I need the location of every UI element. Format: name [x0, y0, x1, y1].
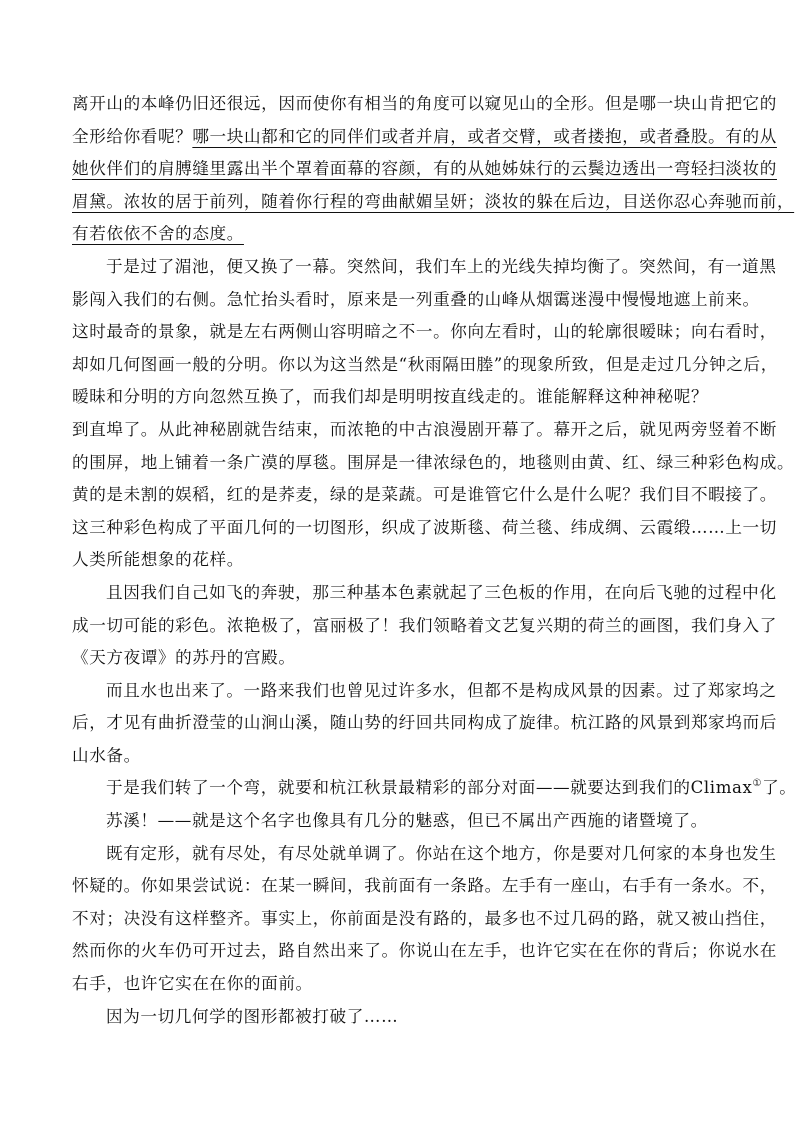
paragraph	[72, 582, 777, 668]
text-line	[72, 713, 777, 733]
text-line	[72, 582, 777, 602]
text-run: 全形给你看呢？	[72, 126, 193, 146]
text-run: 离开山的本峰仍旧还很远，因而使你有相当的角度可以窥见山的全形。但是哪一块山肯把它的	[72, 94, 777, 113]
text-run: 暧昧和分明的方向忽然互换了，而我们却是明明按直线走的。谁能解释这种神秘呢？	[72, 387, 709, 407]
text-run: 而且水也出来了。一路来我们也曾见过许多水，但都不是构成风景的因素。过了郑家坞之	[106, 680, 777, 700]
text-line	[72, 680, 777, 700]
text-run: 成一切可能的彩色。浓艳极了，富丽极了！我们领略着文艺复兴期的荷兰的画图，我们身入了	[72, 615, 777, 635]
text-line	[72, 876, 777, 896]
text-run: 影闯入我们的右侧。急忙抬头看时，原来是一列重叠的山峰从烟霭迷漫中慢慢地遮上前来。	[72, 289, 760, 309]
text-run: 不对；决没有这样整齐。事实上，你前面是没有路的，最多也不过几码的路，就又被山挡住，	[72, 908, 777, 928]
text-run: 的围屏，地上铺着一条广漠的厚毯。围屏是一律浓绿色的，地毯则由黄、红、绿三种彩色构成。	[72, 452, 795, 472]
text-line	[72, 552, 732, 569]
text-line	[72, 976, 732, 993]
text-run: 于是过了湄池，便又换了一幕。突然间，我们车上的光线失掉均衡了。突然间，有一道黑	[106, 256, 777, 276]
text-line	[72, 419, 777, 439]
underlined-text: 有若依依不舍的态度。	[72, 224, 244, 244]
text-line	[72, 1006, 732, 1026]
text-run: 苏溪！——就是这个名字也像具有几分的魅惑，但已不属出产西施的诸暨境了。	[106, 811, 708, 831]
text-run: 人类所能想象的花样。	[72, 550, 244, 570]
text-line	[72, 256, 777, 276]
text-run: 却如几何图画一般的分明。你以为这当然是“秋雨隔田塍”的现象所致，但是走过几分钟之后，	[72, 354, 778, 374]
text-line	[72, 289, 760, 309]
text-line	[72, 615, 777, 635]
text-run: 于是我们转了一个弯，就要和杭江秋景最精彩的部分对面——就要达到我们的Climax	[106, 778, 753, 798]
text-line	[72, 517, 777, 537]
text-line	[72, 908, 777, 928]
text-line	[72, 941, 777, 961]
text-line	[72, 354, 778, 374]
text-run: 了。	[762, 778, 796, 798]
text-run: 到直埠了。从此神秘剧就告结束，而浓艳的中古浪漫剧开幕了。幕开之后，就见两旁竖着不断	[72, 419, 777, 439]
text-run: 且因我们自己如飞的奔驶，那三种基本色素就起了三色板的作用，在向后飞驰的过程中化	[106, 582, 777, 602]
paragraph	[72, 813, 732, 830]
text-run: 山水备。	[72, 745, 141, 765]
text-line	[72, 159, 777, 179]
text-line	[72, 452, 795, 472]
paragraph	[72, 843, 777, 994]
text-run: 然而你的火车仍可开过去，路自然出来了。你说山在左手，也许它实在在你的背后；你说水在	[72, 941, 777, 961]
paragraph	[72, 94, 795, 244]
text-run: 黄的是未割的娱稻，红的是荞麦，绿的是菜蔬。可是谁管它什么是什么呢？我们目不暇接了。	[72, 485, 777, 505]
text-run: 既有定形，就有尽处，有尽处就单调了。你站在这个地方，你是要对几何家的本身也发生	[106, 843, 777, 863]
text-run: 因为一切几何学的图形都被打破了……	[106, 1006, 399, 1026]
text-line	[72, 813, 732, 830]
paragraph	[72, 1006, 732, 1026]
text-line	[72, 389, 732, 406]
text-line	[72, 226, 732, 243]
paragraph	[72, 419, 795, 570]
text-run: 这三种彩色构成了平面几何的一切图形，织成了波斯毯、荷兰毯、纬成绸、云霞缎……上一切	[72, 517, 777, 537]
text-line	[72, 778, 796, 798]
text-line	[72, 94, 777, 113]
text-run: 后，才见有曲折澄莹的山涧山溪，随山势的纡回共同构成了旋律。杭江路的风景到郑家坞而后	[72, 713, 777, 733]
text-line	[72, 650, 732, 667]
text-run: 这时最奇的景象，就是左右两侧山容明暗之不一。你向左看时，山的轮廓很暧昧；向右看时，	[72, 322, 777, 342]
paragraph	[72, 778, 796, 798]
text-run: 怀疑的。你如果尝试说：在某一瞬间，我前面有一条路。左手有一座山，右手有一条水。不，	[72, 876, 777, 896]
underlined-text: 眉黛。浓妆的居于前列，随着你行程的弯曲献媚呈妍；淡妆的躲在后边，目送你忍心奔驰而前，	[72, 191, 795, 211]
text-run: 《天方夜谭》的苏丹的宫殿。	[72, 648, 296, 668]
text-line	[72, 191, 795, 211]
text-line	[72, 126, 777, 146]
text-line	[72, 485, 777, 505]
paragraph	[72, 256, 778, 407]
footnote-marker: ①	[752, 778, 763, 790]
underlined-text: 她伙伴们的肩膊缝里露出半个罩着面幕的容颜，有的从她姊妹行的云鬓边透出一弯轻扫淡妆的	[72, 159, 777, 179]
text-line	[72, 843, 777, 863]
paragraph	[72, 680, 777, 765]
text-line	[72, 745, 732, 765]
text-line	[72, 322, 777, 342]
text-run: 右手，也许它实在在你的面前。	[72, 974, 313, 994]
document-page	[72, 94, 796, 1041]
underlined-text: 哪一块山都和它的同伴们或者并肩，或者交臂，或者搂抱，或者叠股。有的从	[192, 126, 777, 146]
